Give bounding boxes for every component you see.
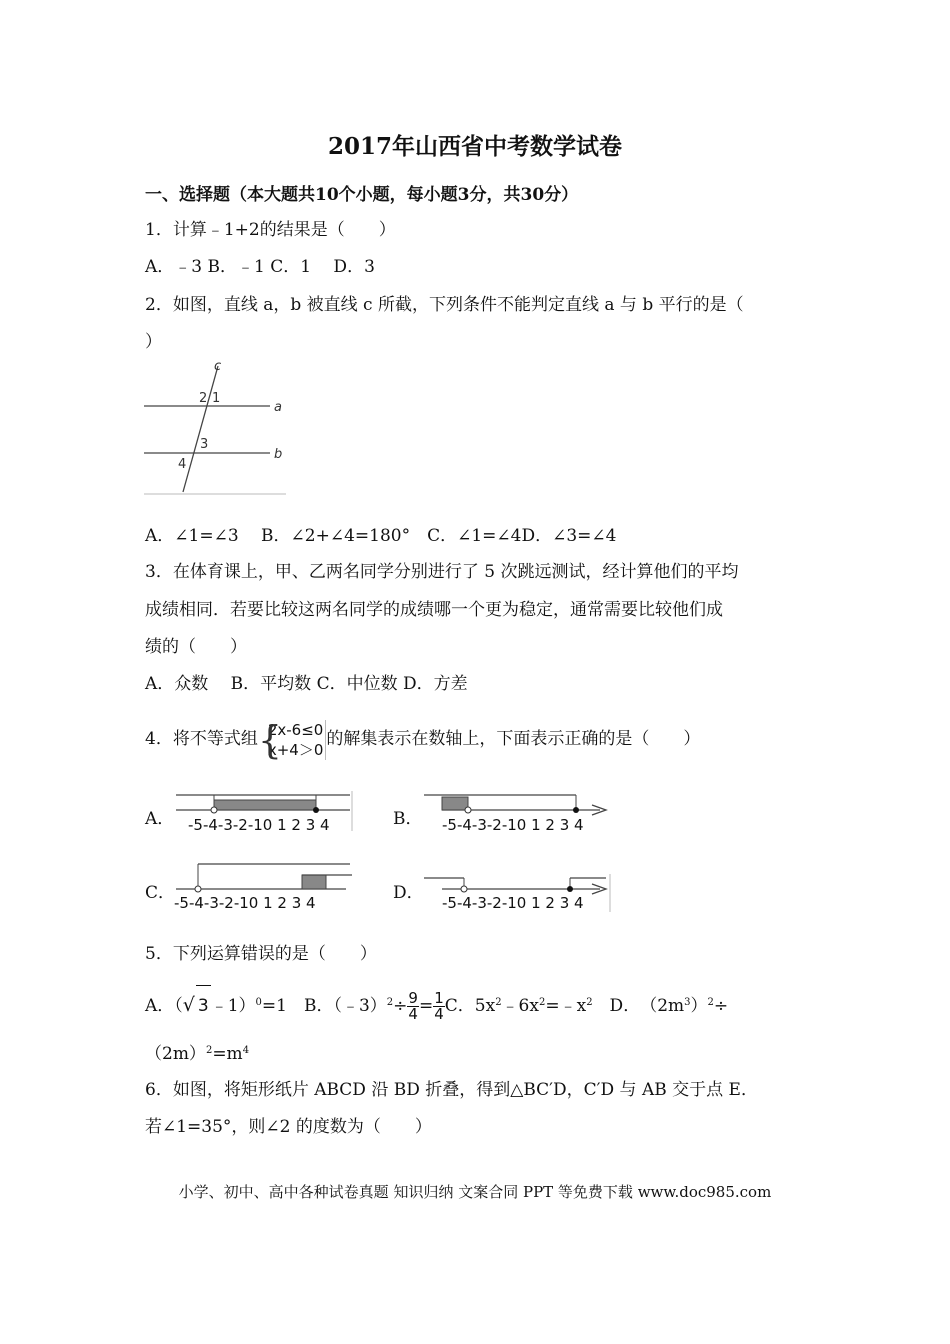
question-1-stem: 1．计算﹣1+2的结果是（ ）	[145, 220, 396, 240]
axis-ticks-d: -5-4-3-2-10 1 2 3 4	[442, 894, 584, 912]
fraction-1-4: $\frac{1}{4}$	[434, 989, 444, 1023]
question-1-options: A．﹣3 B．﹣1 C．1 D．3	[145, 257, 375, 277]
number-line-b	[420, 787, 610, 837]
question-2-stem: 2．如图，直线 a，b 被直线 c 所截，下列条件不能判定直线 a 与 b 平行的是（	[145, 295, 744, 315]
question-3-line-3: 绩的（ ）	[145, 637, 247, 657]
question-6-line-2: 若∠1=35°，则∠2 的度数为（ ）	[145, 1117, 432, 1137]
label-angle-4: 4	[178, 457, 187, 472]
question-3-options: A．众数 B．平均数 C．中位数 D．方差	[145, 674, 468, 694]
fraction-9-4: $\frac{9}{4}$	[408, 989, 418, 1023]
number-line-d	[420, 860, 620, 912]
parallel-lines-figure	[140, 358, 300, 498]
question-5-option-d-cont: $(2m)^2=m^4$	[145, 1044, 250, 1064]
question-4-prefix: 4．将不等式组	[145, 729, 258, 749]
inequality-1: 2x-6≤0	[267, 720, 324, 739]
inequality-system	[257, 717, 327, 762]
question-5-options: A．（√ 3 ﹣1）$^0$=1 B．（﹣3）$^2$÷ $\frac{9}{4}$ = $\frac{1}{4}$ C．$5x^2﹣6x^2=﹣x^2$ D． $(2m^3)^2\div$	[145, 985, 728, 1026]
question-5-stem: 5．下列运算错误的是（ ）	[145, 944, 377, 964]
axis-ticks-a: -5-4-3-2-10 1 2 3 4	[188, 816, 330, 834]
question-3-line-2: 成绩相同．若要比较这两名同学的成绩哪一个更为稳定，通常需要比较他们成	[145, 600, 723, 620]
question-4-stem	[145, 716, 700, 762]
number-line-c	[170, 860, 360, 912]
question-2-options: A．∠1=∠3 B．∠2+∠4=180° C．∠1=∠4D．∠3=∠4	[145, 526, 617, 546]
option-a-label: A．	[145, 809, 175, 829]
label-angle-2: 2	[199, 391, 208, 406]
page-footer: 小学、初中、高中各种试卷真题 知识归纳 文案合同 PPT 等免费下载 www.doc985.com	[178, 1183, 772, 1201]
question-2-stem-end: ）	[145, 332, 162, 352]
number-line-a	[170, 787, 360, 837]
option-b-label: B．	[393, 809, 423, 829]
question-4-suffix: 的解集表示在数轴上，下面表示正确的是（ ）	[326, 729, 701, 749]
question-3-line-1: 3．在体育课上，甲、乙两名同学分别进行了 5 次跳远测试，经计算他们的平均	[145, 562, 739, 582]
axis-ticks-c: -5-4-3-2-10 1 2 3 4	[174, 894, 316, 912]
option-d-label: D．	[393, 883, 424, 903]
radicand: 3	[196, 985, 211, 1026]
label-a: a	[274, 400, 282, 415]
label-angle-1: 1	[212, 391, 221, 406]
label-c: c	[214, 359, 222, 374]
axis-ticks-b: -5-4-3-2-10 1 2 3 4	[442, 816, 584, 834]
label-angle-3: 3	[200, 437, 209, 452]
page-title: 2017年山西省中考数学试卷	[327, 133, 622, 160]
question-6-line-1: 6．如图，将矩形纸片 ABCD 沿 BD 折叠，得到△BC′D，C′D 与 AB 交于点 E．	[145, 1080, 758, 1100]
label-b: b	[274, 447, 283, 462]
option-c-label: C．	[145, 883, 176, 903]
brace-icon: {	[257, 717, 283, 762]
sqrt-icon: √	[182, 994, 195, 1016]
inequality-2: x+4＞0	[267, 740, 324, 759]
section-heading: 一、选择题（本大题共10个小题，每小题3分，共30分）	[145, 185, 579, 205]
